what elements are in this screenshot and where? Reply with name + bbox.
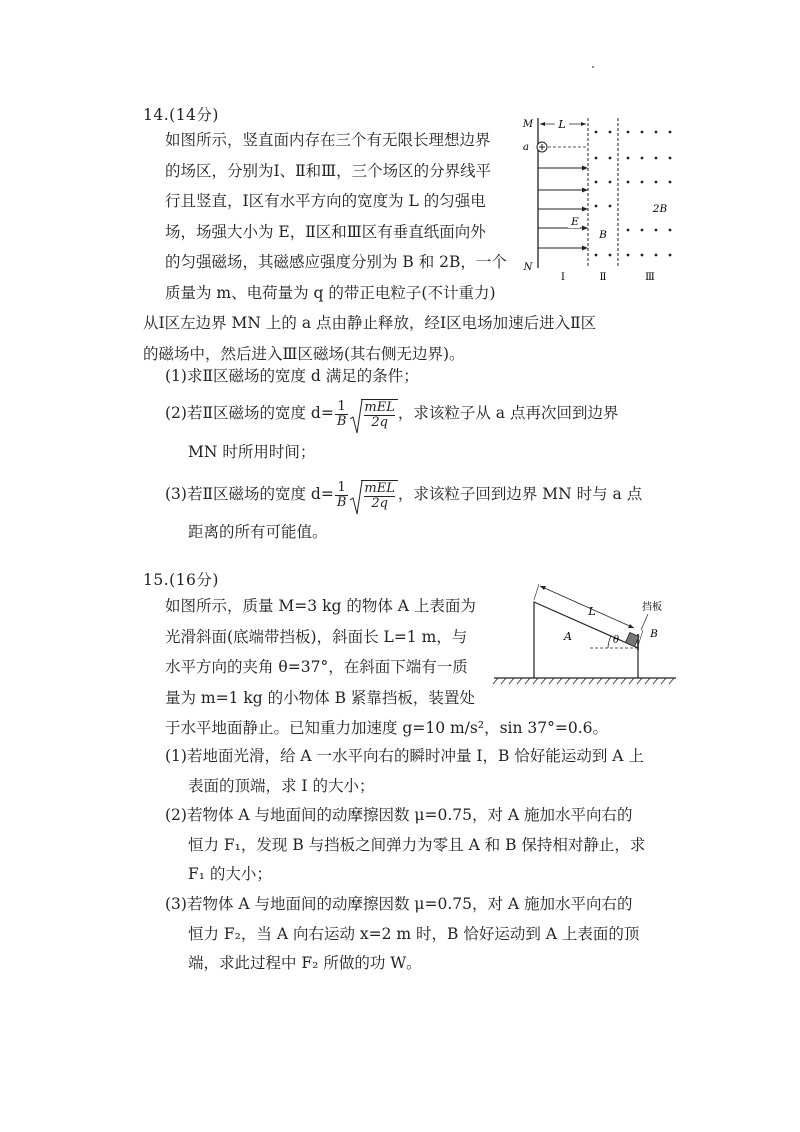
q15-stem-bottom xyxy=(165,713,608,744)
coef-fraction xyxy=(335,481,349,510)
q15-sub2-line: (2)若物体 A 与地面间的动摩擦因数 μ=0.75，对 A 施加水平向右的 xyxy=(165,806,633,824)
radical-sign xyxy=(349,399,363,435)
q14-stem-line: 如图所示，竖直面内存在三个有无限长理想边界 xyxy=(165,131,491,149)
q15-incline-figure xyxy=(490,572,680,692)
board-pointer xyxy=(641,614,648,630)
label-a: a xyxy=(523,142,529,153)
label-region-3: Ⅲ xyxy=(645,272,655,283)
q15-number: 15.(16分) xyxy=(143,571,219,589)
q14-stem-line: 的场区，分别为Ⅰ、Ⅱ和Ⅲ，三个场区的分界线平 xyxy=(165,161,492,180)
body-a-outline xyxy=(534,602,638,678)
coef-fraction xyxy=(335,400,349,429)
q14-stem-line: 的匀强磁场，其磁感应强度分别为 B 和 2B，一个 xyxy=(165,253,507,271)
block-b xyxy=(625,632,639,646)
q15-sub1-line: 表面的顶端，求 I 的大小； xyxy=(188,776,375,795)
label-board: 挡板 xyxy=(642,602,662,613)
label-l: L xyxy=(558,118,566,131)
ground-hatch xyxy=(493,678,674,684)
label-n: N xyxy=(523,262,533,273)
q15-sub3-line: (3)若物体 A 与地面间的动摩擦因数 μ=0.75，对 A 施加水平向右的 xyxy=(165,895,633,913)
q14-sub2-prefix: (2)若Ⅱ区磁场的宽度 d= xyxy=(165,404,334,422)
q15-stem-line: 光滑斜面(底端带挡板)，斜面长 L=1 m，与 xyxy=(165,627,468,646)
q14-stem-top xyxy=(165,125,507,308)
q15-sub1 xyxy=(165,742,644,801)
q14-sub3-cont: 距离的所有可能值。 xyxy=(188,523,328,541)
dimension-l-line xyxy=(540,586,634,628)
label-region-1: Ⅰ xyxy=(561,272,565,283)
coef-den: B xyxy=(336,494,347,510)
q14-sub1: (1)求Ⅱ区磁场的宽度 d 满足的条件； xyxy=(165,367,419,385)
q14-sub2-suffix: ，求该粒子从 a 点再次回到边界 xyxy=(397,404,619,422)
efield-arrows xyxy=(538,166,588,251)
q14-sub2-cont: MN 时所用时间； xyxy=(188,443,316,461)
radical-sign xyxy=(349,480,363,516)
q14-stem-line: 行且竖直，Ⅰ区有水平方向的宽度为 L 的匀强电 xyxy=(165,192,486,210)
label-m: M xyxy=(522,119,534,130)
coef-num: 1 xyxy=(335,481,349,496)
radicand xyxy=(361,399,397,430)
q15-sub3 xyxy=(165,890,639,979)
label-2b: 2B xyxy=(652,203,668,215)
q14-stem-line: 的磁场中，然后进入Ⅲ区磁场(其右侧无边界)。 xyxy=(143,344,465,363)
q15-sub3-line: 端，求此过程中 F₂ 所做的功 W。 xyxy=(188,954,422,972)
q14-sub3-suffix: ，求该粒子回到边界 MN 时与 a 点 xyxy=(397,485,643,503)
q14-stem-line: 质量为 m、电荷量为 q 的带正电粒子(不计重力) xyxy=(165,283,496,302)
label-b: B xyxy=(650,628,658,640)
radical xyxy=(349,399,397,430)
label-b: B xyxy=(599,229,607,241)
radicand-num: mEL xyxy=(364,399,395,415)
dimension-tick-top xyxy=(534,584,539,600)
radical xyxy=(349,480,397,511)
q14-sub2 xyxy=(165,395,618,431)
q15-sub3-line: 恒力 F₂，当 A 向右运动 x=2 m 时，B 恰好运动到 A 上表面的顶 xyxy=(188,924,640,943)
q15-sub2 xyxy=(165,801,645,890)
q14-stem-line: 从Ⅰ区左边界 MN 上的 a 点由静止释放，经Ⅰ区电场加速后进入Ⅱ区 xyxy=(143,314,597,332)
q14-sub3-prefix: (3)若Ⅱ区磁场的宽度 d= xyxy=(165,485,334,503)
label-l: L xyxy=(588,605,596,618)
q14-field-figure xyxy=(518,110,683,285)
radicand-den: 2q xyxy=(371,414,388,430)
dimension-arrow-left xyxy=(540,122,545,126)
q14-sub3 xyxy=(165,476,642,512)
q15-sub2-line: 恒力 F₁，发现 B 与挡板之间弹力为零且 A 和 B 保持相对静止，求 xyxy=(188,835,646,854)
label-theta: θ xyxy=(612,635,620,646)
q15-stem-line: 如图所示，质量 M=3 kg 的物体 A 上表面为 xyxy=(165,597,476,615)
radicand xyxy=(361,480,397,511)
q15-sub2-line: F₁ 的大小； xyxy=(188,865,272,883)
q15-stem-top xyxy=(165,591,476,713)
angle-arc xyxy=(608,636,611,648)
dimension-arrow-right xyxy=(581,122,586,126)
field-2b-dots xyxy=(627,131,672,257)
label-e: E xyxy=(571,216,579,228)
label-a: A xyxy=(564,630,572,643)
scan-speck xyxy=(592,66,594,68)
q14-number: 14.(14分) xyxy=(143,106,219,124)
q15-stem-line: 水平方向的夹角 θ=37°，在斜面下端有一质 xyxy=(165,658,468,676)
coef-den: B xyxy=(336,413,347,429)
q14-stem-line: 场，场强大小为 E，Ⅱ区和Ⅲ区有垂直纸面向外 xyxy=(165,222,486,241)
q14-stem-bottom xyxy=(143,308,596,369)
label-region-2: Ⅱ xyxy=(599,272,607,283)
q15-stem-line: 量为 m=1 kg 的小物体 B 紧靠挡板，装置处 xyxy=(165,688,475,707)
radicand-num: mEL xyxy=(364,480,395,496)
q15-stem-line: 于水平地面静止。已知重力加速度 g=10 m/s²，sin 37°=0.6。 xyxy=(165,719,609,737)
radicand-den: 2q xyxy=(371,495,388,511)
q15-sub1-line: (1)若地面光滑，给 A 一水平向右的瞬时冲量 I，B 恰好能运动到 A 上 xyxy=(165,747,644,765)
coef-num: 1 xyxy=(335,400,349,415)
